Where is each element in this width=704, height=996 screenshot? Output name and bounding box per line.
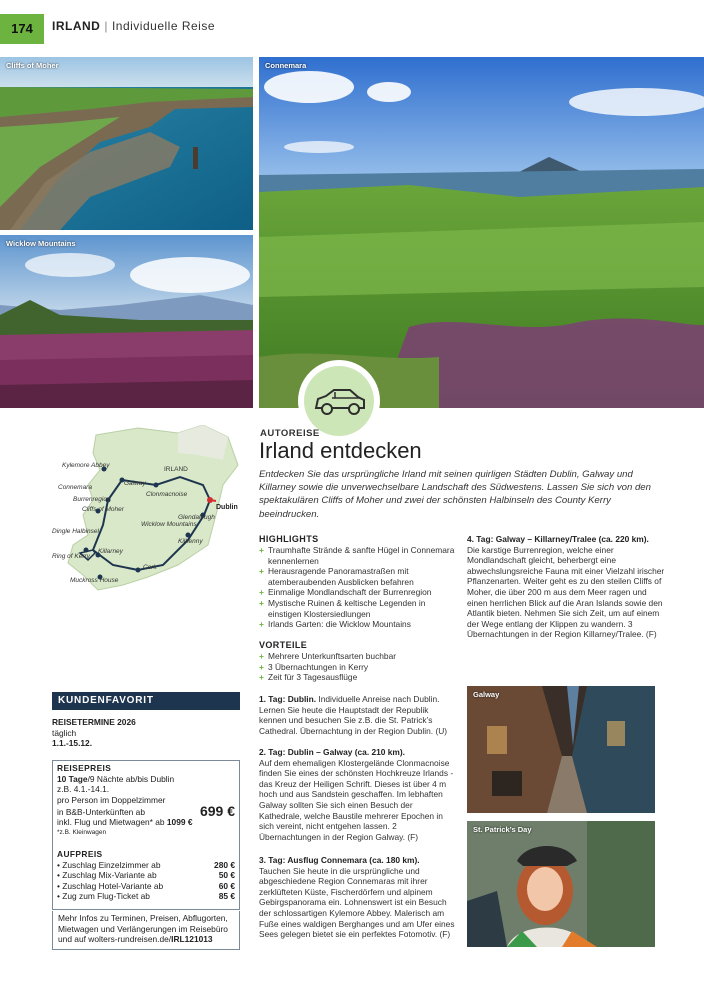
- page-header: [52, 19, 215, 33]
- surcharge-value: 280 €: [214, 859, 235, 870]
- car-icon: [304, 366, 374, 436]
- dates-heading: REISETERMINE 2026: [52, 717, 136, 727]
- caption-connemara: Connemara: [265, 61, 307, 70]
- map-label-connemara: Connemara: [58, 484, 92, 491]
- price-line: in B&B-Unterkünften ab: [57, 806, 145, 817]
- highlights-section: [259, 534, 459, 630]
- list-item: + Irlands Garten: die Wicklow Mountains: [259, 619, 459, 630]
- list-item: + Herausragende Panoramastraßen mit atemberaubenden Ausblicken befahren: [259, 566, 459, 587]
- dates-range: 1.1.-15.12.: [52, 738, 93, 749]
- header-separator: |: [104, 19, 108, 33]
- photo-wicklow-mountains: [0, 235, 253, 408]
- day-3: [259, 855, 457, 940]
- map-label-galway: Galway: [124, 480, 146, 487]
- map-label-clonmacnoise: Clonmacnoise: [146, 491, 188, 498]
- more-info-text: Mehr Infos zu Terminen, Preisen, Abflugorten, Mietwagen und Verlängerungen im Reisebüro und auf wolters-rundreisen.de/: [58, 913, 228, 945]
- map-label-kylemore: Kylemore Abbey: [62, 462, 110, 469]
- favorite-banner: KUNDENFAVORIT: [52, 692, 240, 710]
- surcharge-label: • Zug zum Flug-Ticket ab: [57, 891, 150, 902]
- caption-galway: Galway: [473, 690, 500, 699]
- list-item: + Mehrere Unterkunftsarten buchbar: [259, 651, 459, 662]
- map-label-muckross: Muckross House: [70, 577, 119, 584]
- photo-galway: [467, 686, 655, 813]
- map-label-kilkenny: Kilkenny: [178, 538, 203, 545]
- list-item: + Zeit für 3 Tagesausflüge: [259, 672, 459, 683]
- day-1: [259, 694, 457, 736]
- price-line: inkl. Flug und Mietwagen* ab: [57, 817, 165, 828]
- day-text: Die karstige Burrenregion, welche einer Mondlandschaft gleicht, beherbergt eine abwechslungsreiche Fauna mit einer Vielzahl irischer Pflanzenarten. Weiter geht es zu den steilen Cliffs of Moher, die über 200 m aus dem Meer ragen und einen herrlichen Blick auf die Aran Islands sowie den Atlantik bieten. Nehmen Sie sich Zeit, um auf einem der Wege entlang der Klippen zu wandern. 3 Übernachtungen in der Region Killarney/Tralee. (F): [467, 544, 665, 640]
- surcharge-value: 85 €: [218, 891, 235, 902]
- surcharge-value: 60 €: [218, 880, 235, 891]
- highlights-heading: HIGHLIGHTS: [259, 534, 319, 544]
- surcharge-section: [57, 849, 235, 902]
- price-example: z.B. 4.1.-14.1.: [57, 784, 110, 795]
- flight-price: 1099 €: [166, 817, 193, 828]
- trip-title: Irland entdecken: [259, 438, 422, 463]
- map-label-cliffs: Cliffs of Moher: [82, 506, 124, 513]
- header-country: IRLAND: [52, 19, 101, 33]
- caption-wicklow: Wicklow Mountains: [6, 239, 76, 248]
- travel-dates: [52, 717, 240, 749]
- day-2: [259, 747, 457, 842]
- map-label-glendalough: Glendalough: [178, 514, 215, 521]
- price-line: pro Person im Doppelzimmer: [57, 794, 166, 805]
- caption-cliffs: Cliffs of Moher: [6, 61, 59, 70]
- photo-connemara: [259, 57, 704, 408]
- route-map: [38, 425, 243, 595]
- surcharge-row: [57, 891, 235, 902]
- list-item: + Traumhafte Strände & sanfte Hügel in Connemara kennenlernen: [259, 545, 459, 566]
- day-title: 3. Tag: Ausflug Connemara (ca. 180 km).: [259, 855, 420, 865]
- price-section: [57, 763, 235, 837]
- day-4: [467, 534, 667, 640]
- surcharge-row: [57, 870, 235, 881]
- day-title: 4. Tag: Galway – Killarney/Tralee (ca. 220 km).: [467, 534, 649, 544]
- map-label-dublin: Dublin: [216, 504, 238, 511]
- trip-kicker: AUTOREISE: [260, 428, 320, 439]
- trip-intro: Entdecken Sie das ursprüngliche Irland mit seinen quirligen Städten Dublin, Galway und Killarney sowie die unverwechselbare Landschaft des Südwestens. Lassen Sie sich von den spektakulären Cliffs of Moher und zwei der schönsten Halbinseln des County Kerry beeindrucken.: [259, 469, 651, 520]
- day-text: Auf dem ehemaligen Klostergelände Clonmacnoise finden Sie eines der schönsten Hochkreuze Irlands - das Kreuz der Heiligen Schrift. Dieses ist über 4 m hoch und aus Sandstein geschaffen. Im lebhaften Galway sollten Sie sich einen Besuch der Kathedrale, welche Baustile mehrerer Epochen in sich vereint, nicht entgehen lassen. 2 Übernachtungen in der Region Galway. (F): [259, 757, 454, 842]
- photo-st-patricks-day: [467, 821, 655, 947]
- price-duration-detail: /9 Nächte ab/bis Dublin: [87, 773, 175, 784]
- more-info: [52, 911, 240, 950]
- caption-st-patricks: St. Patrick’s Day: [473, 825, 532, 834]
- day-text: Tauchen Sie heute in die ursprüngliche und abgeschiedene Region Connemaras mit ihrer zerklüfteten Küste, Fischerdörfern und alpinem Gebirgspanorama ein. Lohnenswert ist ein Besuch der schlossartigen Kylemore Abbey. Malerisch am Fuße eines waldigen Berghanges und am Ufer eines Sees gelegen bietet sie ein perfektes Fotomotiv. (F): [259, 865, 455, 940]
- photo-cliffs-of-moher: [0, 57, 253, 230]
- vorteile-section: [259, 640, 459, 683]
- map-label-cork: Cork: [143, 564, 157, 571]
- map-label-dingle: Dingle Halbinsel: [52, 528, 99, 535]
- map-country-label: IRLAND: [164, 466, 188, 473]
- main-price: 699 €: [199, 803, 235, 820]
- day-title: 2. Tag: Dublin – Galway (ca. 210 km).: [259, 747, 405, 757]
- surcharge-row: [57, 860, 235, 871]
- header-section: Individuelle Reise: [111, 19, 216, 33]
- surcharge-label: • Zuschlag Mix-Variante ab: [57, 870, 157, 881]
- more-info-code: IRL121013: [171, 934, 213, 945]
- day-title: 1. Tag: Dublin.: [259, 694, 317, 704]
- price-footnote: *z.B. Kleinwagen: [57, 828, 107, 836]
- surcharge-label: • Zuschlag Hotel-Variante ab: [57, 880, 164, 891]
- list-item: + Einmalige Mondlandschaft der Burrenregion: [259, 587, 459, 598]
- list-item: + 3 Übernachtungen in Kerry: [259, 662, 459, 673]
- price-duration: 10 Tage: [57, 773, 88, 784]
- surcharge-row: [57, 881, 235, 892]
- surcharge-heading: AUFPREIS: [57, 849, 103, 859]
- dates-frequency: täglich: [52, 727, 77, 738]
- page-number: 174: [0, 14, 44, 44]
- map-label-killarney: Killarney: [98, 548, 123, 555]
- list-item: + Mystische Ruinen & keltische Legenden in einstigen Klostersiedlungen: [259, 598, 459, 619]
- day-text: Individuelle Anreise nach Dublin. Lernen Sie heute die Hauptstadt der Republik kennen und besuchen Sie z.B. die St. Patrick’s Cathedral. Übernachtung in der Region Dublin. (U): [259, 694, 448, 736]
- map-label-burren: Burrenregion: [73, 496, 111, 503]
- vorteile-heading: VORTEILE: [259, 640, 308, 650]
- map-label-wicklow: Wicklow Mountains: [141, 521, 197, 528]
- price-heading: REISEPREIS: [57, 763, 112, 773]
- surcharge-value: 50 €: [218, 870, 235, 881]
- surcharge-label: • Zuschlag Einzelzimmer ab: [57, 859, 161, 870]
- map-label-ring-of-kerry: Ring of Kerry: [52, 553, 90, 560]
